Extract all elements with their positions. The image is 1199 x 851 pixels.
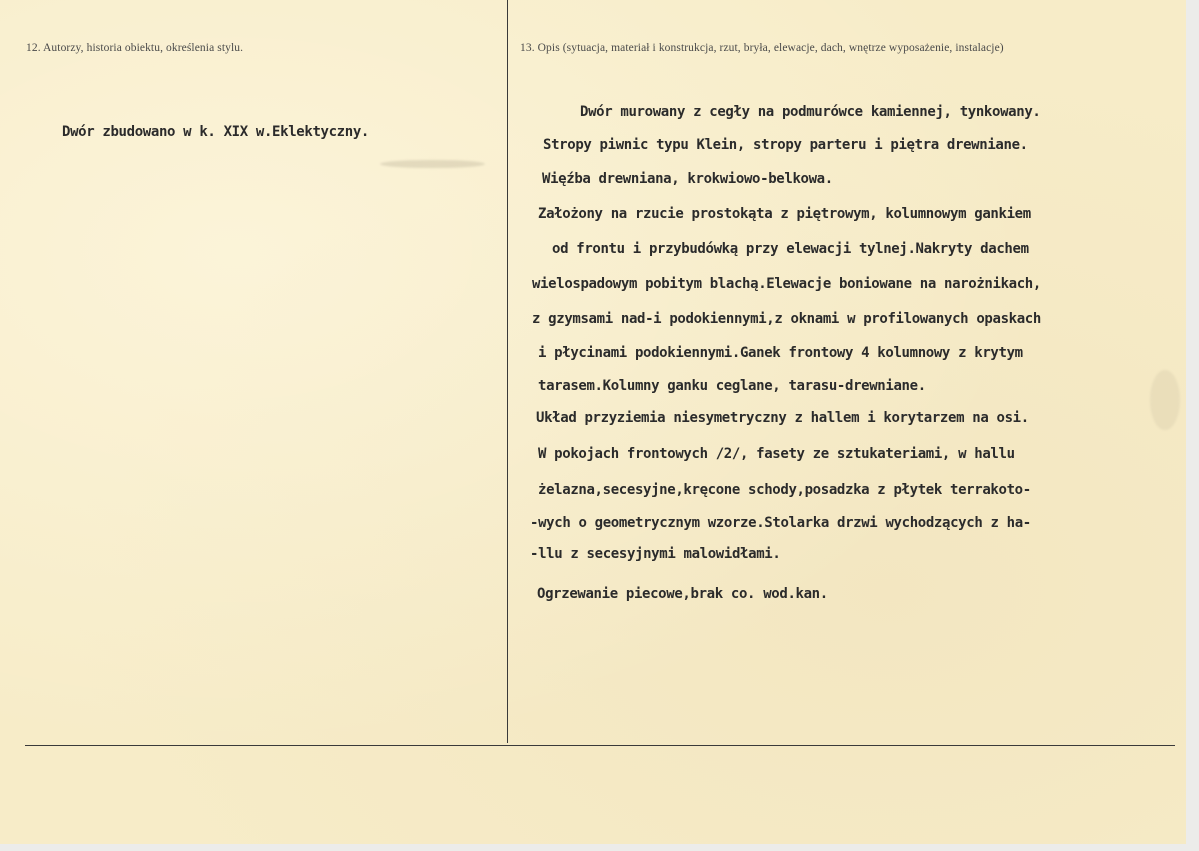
description-line: Układ przyziemia niesymetryczny z hallem i korytarzem na osi. (536, 410, 1029, 426)
description-line: -llu z secesyjnymi malowidłami. (530, 546, 781, 562)
ink-smudge (1150, 370, 1180, 430)
description-line: wielospadowym pobitym blachą.Elewacje boniowane na narożnikach, (532, 276, 1041, 292)
field-13-label: 13. Opis (sytuacja, materiał i konstrukcja, rzut, bryła, elewacje, dach, wnętrze wyposażenie, instalacje) (520, 42, 1004, 54)
description-line: Dwór murowany z cegły na podmurówce kamiennej, tynkowany. (580, 104, 1041, 120)
description-line: Więźba drewniana, krokwiowo-belkowa. (542, 171, 833, 187)
description-line: Ogrzewanie piecowe,brak co. wod.kan. (537, 586, 828, 602)
field-12-label: 12. Autorzy, historia obiektu, określenia stylu. (26, 42, 244, 54)
description-line: W pokojach frontowych /2/, fasety ze sztukateriami, w hallu (538, 446, 1015, 462)
scan-margin-right (1186, 0, 1199, 851)
description-line: tarasem.Kolumny ganku ceglane, tarasu-drewniane. (538, 378, 926, 394)
description-line: żelazna,secesyjne,kręcone schody,posadzka z płytek terrakoto- (538, 482, 1031, 498)
description-line: Założony na rzucie prostokąta z piętrowym, kolumnowym gankiem (538, 206, 1031, 222)
description-line: Stropy piwnic typu Klein, stropy parteru i piętra drewniane. (543, 137, 1028, 153)
ink-smudge (380, 160, 485, 168)
description-line: -wych o geometrycznym wzorze.Stolarka drzwi wychodzących z ha- (530, 515, 1031, 531)
scan-margin-bottom (0, 844, 1199, 851)
description-line: i płycinami podokiennymi.Ganek frontowy 4 kolumnowy z krytym (538, 345, 1023, 361)
description-line: z gzymsami nad-i podokiennymi,z oknami w profilowanych opaskach (532, 311, 1041, 327)
description-line: od frontu i przybudówką przy elewacji tylnej.Nakryty dachem (552, 241, 1029, 257)
history-text: Dwór zbudowano w k. XIX w.Eklektyczny. (62, 124, 369, 140)
